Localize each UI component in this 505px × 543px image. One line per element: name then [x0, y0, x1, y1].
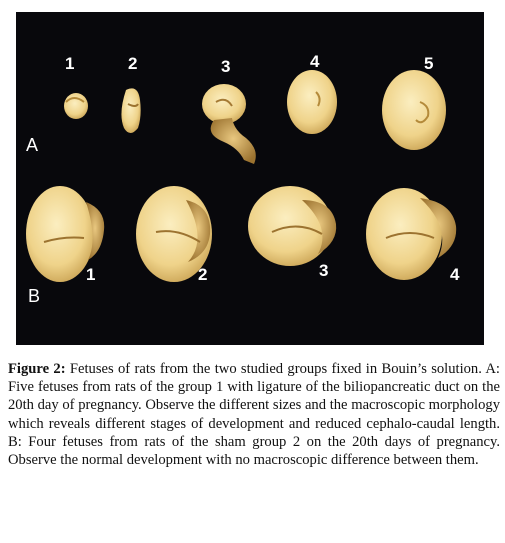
row-b-number-1: 1 [86, 265, 96, 284]
row-a-number-2: 2 [128, 54, 138, 73]
fetus-a4 [287, 70, 337, 134]
caption-text: Fetuses of rats from the two studied groups fixed in Bouin’s solution. A: Five fetuses from rats of the group 1 with ligature of the biliopancreatic duct on the 20th day of pregnancy. Observe the different sizes and the macroscopic morphology which reveals different stages of development and reduced cephalo-caudal length. B: Four fetuses from rats of the sham group 2 on the 20th days of pregnancy. Observe the normal development with no macroscopic difference between them. [8, 361, 500, 469]
caption-label: Figure 2: [8, 361, 66, 377]
row-a-number-1: 1 [65, 54, 75, 73]
row-a-number-5: 5 [424, 54, 434, 73]
fetus-a1 [64, 93, 88, 119]
panel-b-label: B [28, 286, 41, 306]
figure-photo [16, 12, 484, 345]
panel-a-label: A [26, 135, 39, 155]
row-b-number-2: 2 [198, 265, 208, 284]
row-a-number-3: 3 [221, 57, 231, 76]
row-a-number-4: 4 [310, 52, 320, 71]
row-b-number-3: 3 [319, 261, 329, 280]
fetus-photograph [16, 12, 484, 345]
row-b-number-4: 4 [450, 265, 460, 284]
fetus-a5 [382, 70, 446, 150]
figure-caption [8, 360, 500, 469]
